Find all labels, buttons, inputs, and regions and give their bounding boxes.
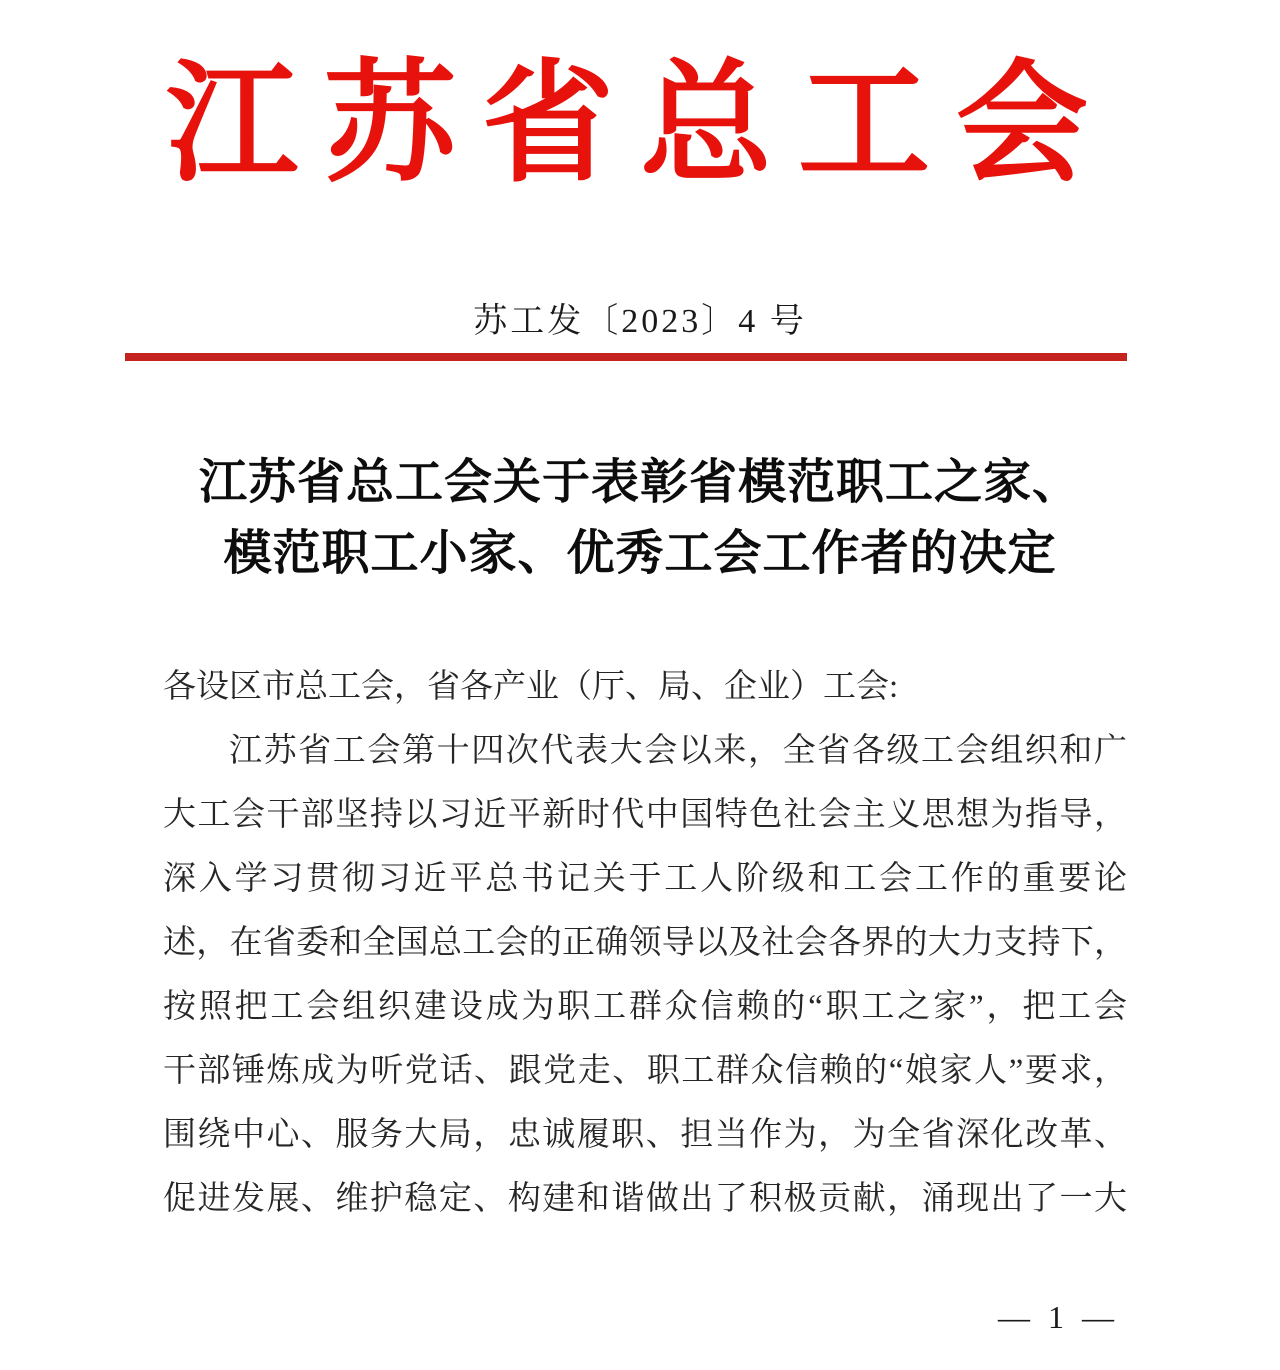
document-title-line1: 江苏省总工会关于表彰省模范职工之家、 [198,456,1081,509]
body-line: 深入学习贯彻习近平总书记关于工人阶级和工会工作的重要论 [163,861,1127,897]
salutation-line: 各设区市总工会，省各产业（厅、局、企业）工会: [163,669,899,705]
red-divider-line [125,353,1127,361]
body-line: 述，在省委和全国总工会的正确领导以及社会各界的大力支持下， [163,925,1127,961]
document-body [163,655,1127,1231]
document-title [0,447,1280,589]
body-line: 围绕中心、服务大局，忠诚履职、担当作为，为全省深化改革、 [163,1117,1127,1153]
body-line: 促进发展、维护稳定、构建和谐做出了积极贡献，涌现出了一大 [163,1181,1127,1217]
letterhead-title: 江苏省总工会 [166,51,1114,198]
body-line: 干部锤炼成为听党话、跟党走、职工群众信赖的“娘家人”要求， [163,1053,1127,1089]
body-line: 按照把工会组织建设成为职工群众信赖的“职工之家”，把工会 [163,989,1127,1025]
page-number: — 1 — [998,1299,1119,1335]
body-line: 江苏省工会第十四次代表大会以来，全省各级工会组织和广 [229,733,1127,769]
body-line: 大工会干部坚持以习近平新时代中国特色社会主义思想为指导， [163,797,1127,833]
document-title-line2: 模范职工小家、优秀工会工作者的决定 [223,527,1057,580]
document-number: 苏工发〔2023〕4 号 [473,303,807,340]
